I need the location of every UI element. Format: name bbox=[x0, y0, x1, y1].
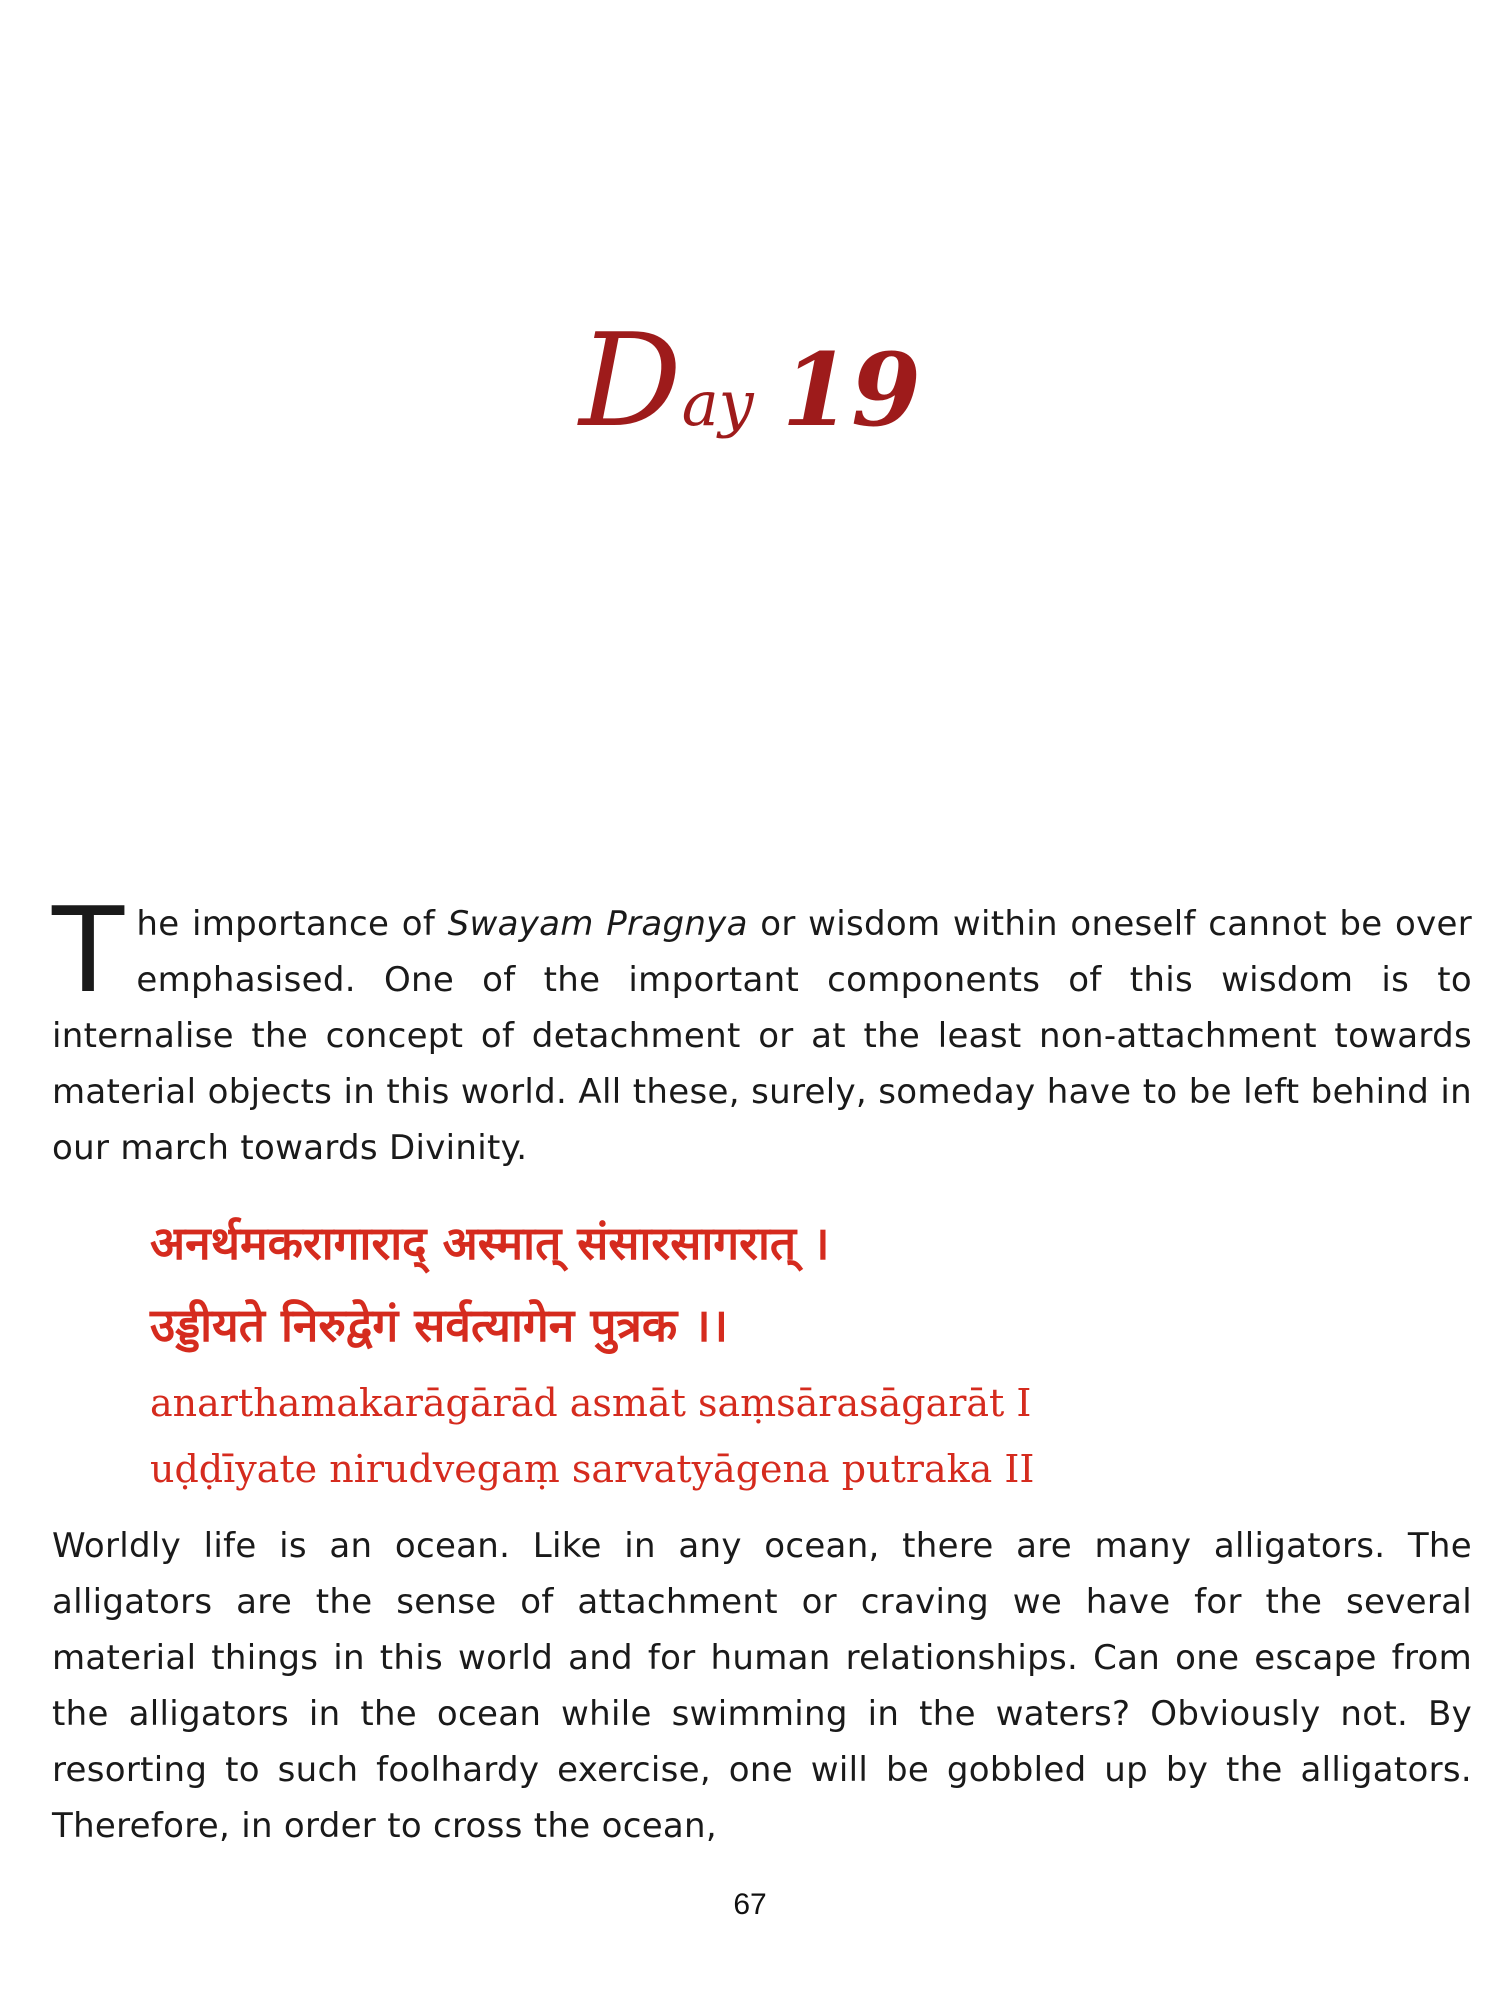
transliteration-line-1: anarthamakarāgārād asmāt saṃsārasāgarāt I bbox=[150, 1381, 1032, 1425]
sanskrit-verse-line-1: अनर्थमकरागाराद् अस्मात् संसारसागरात् । bbox=[150, 1216, 830, 1270]
title-initial-letter: D bbox=[579, 307, 682, 456]
chapter-title bbox=[0, 307, 1500, 456]
intro-paragraph bbox=[52, 881, 1472, 1176]
title-word-rest: ay bbox=[681, 367, 754, 440]
drop-cap: T bbox=[52, 881, 125, 1019]
intro-text-end: or wisdom within oneself cannot be over emphasised. One of the important components of this wisdom is to internalise the concept of detachment or at the least non-attachment towards material objects in this world. All these, surely, someday have to be left behind in our march towards Divinity. bbox=[52, 904, 1472, 1168]
sanskrit-verse-line-2: उड्डीयते निरुद्वेगं सर्वत्यागेन पुत्रक ।। bbox=[150, 1298, 729, 1352]
body-paragraph: Worldly life is an ocean. Like in any ocean, there are many alligators. The alligators are the sense of attachment or craving we have for the several material things in this world and for human relationships. Can one escape from the alligators in the ocean while swimming in the waters? Obviously not. By resorting to such foolhardy exercise, one will be gobbled up by the alligators. Therefore, in order to cross the ocean, bbox=[52, 1526, 1472, 1846]
intro-text-start: he importance of bbox=[136, 904, 448, 944]
italic-term: Swayam Pragnya bbox=[447, 904, 748, 944]
title-day-number: 19 bbox=[781, 331, 921, 449]
transliteration-line-2: uḍḍīyate nirudvegaṃ sarvatyāgena putraka II bbox=[150, 1447, 1035, 1491]
page-number: 67 bbox=[733, 1888, 767, 1921]
